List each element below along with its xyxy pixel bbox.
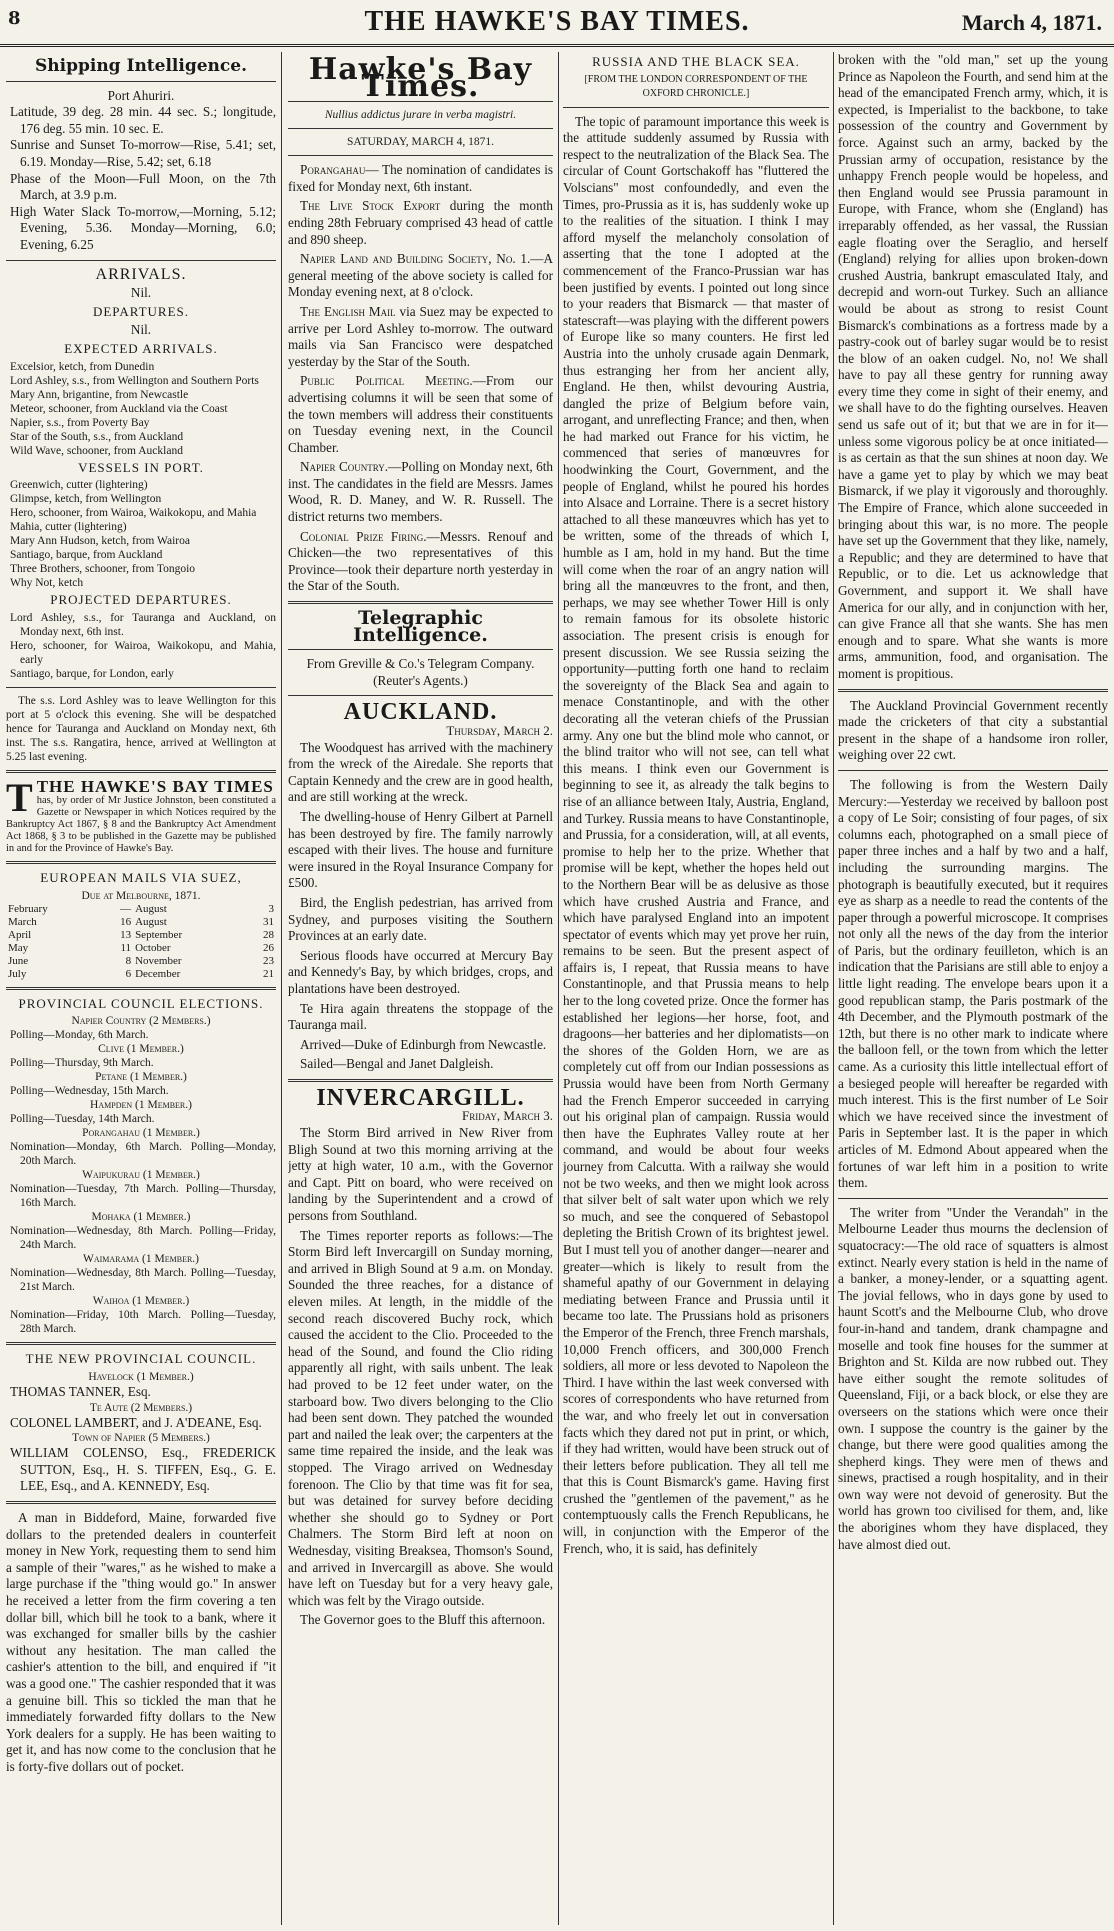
news-paragraph: The Governor goes to the Bluff this afternoon.	[300, 1612, 546, 1628]
telegraphic-source: From Greville & Co.'s Telegram Company. (Reuter's Agents.)	[306, 656, 535, 688]
column-rule	[281, 52, 282, 1925]
news-paragraph: The Woodquest has arrived with the machinery from the wreck of the Airedale. She reports that Captain Kennedy and the crew are in good health, and are still working at the wreck.	[288, 739, 553, 805]
npc-district: Te Aute (2 Members.)	[89, 1401, 193, 1414]
pce-heading: PROVINCIAL COUNCIL ELECTIONS.	[18, 995, 264, 1011]
news-item: The Live Stock Export during the month ending 28th February comprised 43 head of cattle and 890 sheep.	[288, 198, 553, 247]
list-item: Hero, schooner, for Wairoa, Waikokopu, and Mahia, early	[10, 639, 276, 666]
list-item: Wild Wave, schooner, from Auckland	[10, 444, 183, 457]
news-paragraph: Arrived—Duke of Edinburgh from Newcastle.	[300, 1036, 547, 1052]
latitude-line: Latitude, 39 deg. 28 min. 44 sec. S.; longitude, 176 deg. 55 min. 10 sec. E.	[10, 104, 276, 136]
npc-members: COLONEL LAMBERT, and J. A'DEANE, Esq.	[10, 1414, 262, 1430]
column-1	[6, 52, 276, 1925]
departures-value: Nil.	[130, 322, 152, 338]
list-item: Star of the South, s.s., from Auckland	[10, 430, 184, 443]
editorial-date: SATURDAY, MARCH 4, 1871.	[347, 136, 494, 149]
pce-dates: Polling—Tuesday, 14th March.	[10, 1113, 155, 1126]
npc-district: Town of Napier (5 Members.)	[72, 1432, 210, 1445]
list-item: Hero, schooner, from Wairoa, Waikokopu, and Mahia	[10, 507, 257, 520]
column-rule	[833, 52, 834, 1925]
shipping-heading: Shipping Intelligence.	[35, 56, 247, 76]
news-paragraph: Serious floods have occurred at Mercury Bay and Kennedy's Bay, by which bridges, crops, and plantations have been destroyed.	[288, 947, 553, 996]
editorial-motto: Nullius addictus jurare in verba magistri.	[324, 109, 517, 122]
projected-departures-heading: PROJECTED DEPARTURES.	[50, 592, 232, 608]
cricket-roller-item: The Auckland Provincial Government recently made the cricketers of that city a substantial present in the shape of a handsome iron roller, weighing over 22 cwt.	[838, 697, 1108, 763]
drop-cap: T	[6, 774, 33, 820]
npc-members: THOMAS TANNER, Esq.	[10, 1384, 151, 1400]
russia-article-title: RUSSIA AND THE BLACK SEA.	[592, 54, 800, 69]
pce-district: Clive (1 Member.)	[98, 1043, 184, 1056]
invercargill-date: Friday, March 3.	[462, 1108, 553, 1124]
mails-table	[6, 903, 276, 981]
pce-dates: Polling—Wednesday, 15th March.	[10, 1085, 169, 1098]
auckland-heading: AUCKLAND.	[343, 699, 498, 726]
biddeford-article: A man in Biddeford, Maine, forwarded five dollars to the pretended dealers in counterfeit money in New York, requesting them to send him a sample of their "wares," as he wished to make a large purchase if the "thing would go." In answer he received a letter from the firm covering a ten dollar bill, which bill he took to a bank, where it was exchanged for smaller bills by the cashier without any hesitation. The man called the cashier's attention to the bill, and enquired if "it was a good one." The cashier responded that it was a genuine bill. This so tickled the man that he immediately forwarded fifty dollars to the New York dealers for a supply. He has been waiting to get it, and has now come to the conclusion that he is forty-five dollars out of pocket.	[6, 1510, 276, 1774]
column-rule	[558, 52, 559, 1925]
pce-district: Hampden (1 Member.)	[90, 1099, 192, 1112]
column-4	[838, 52, 1108, 1925]
auckland-date: Thursday, March 2.	[446, 723, 553, 738]
squatters-item: The writer from "Under the Verandah" in the Melbourne Leader thus mourns the declension of squatocracy:—The old race of squatters is almost extinct. Nearly every station is held in the name of a banker, a money-lender, or a squatting agent. The jovial fellows, who in days gone by used to haunt Scott's and the Melbourne Club, who drove four-in-hand and tandem, drank champagne and moselle and took fine houses for the summer at Brighton and St. Kilda are now rubbed out. They have either sought the remote solitudes of Queensland, Fiji, or a back block, or else they are overseers on the stations which were once their own. I suppose the country is the gainer by the change, but there were good qualities among the shepherd kings. They were men of thews and sinews, practised a rough hospitality, and in their own way were not devoid of generosity. But the world has grown too civilised for them, and, like the aborigines whom they have displaced, they have almost died out.	[838, 1204, 1108, 1552]
shipping-notice: The s.s. Lord Ashley was to leave Wellington for this port at 5 o'clock this evening. She will be despatched hence for Tauranga and Auckland on Monday next, 6th inst. The s.s. Rangatira, hence, arrived at Wellington at 5.25 last evening.	[6, 694, 276, 763]
list-item: Mary Ann Hudson, ketch, from Wairoa	[10, 535, 190, 548]
news-paragraph: Bird, the English pedestrian, has arrived from Sydney, and purposes visiting the Southern Provinces at an early date.	[288, 894, 553, 944]
expected-arrivals-heading: EXPECTED ARRIVALS.	[64, 340, 218, 356]
table-row: May 11 October 26	[8, 941, 274, 954]
arrivals-value: Nil.	[130, 285, 152, 301]
russia-article-body: The topic of paramount importance this week is the attitude suddenly assumed by Russia with respect to the neutralization of the Black Sea. The circular of Count Gortschakoff has "fluttered the Volscians" most confoundedly, and even the Times, pro-Prussia as it is, has suddenly woke up to the realities of the situation. I think I may afford myself the melancholy consolation of asserting that the tone I adopted at the commencement of the Franco-Prussian war has been justified by events. I pointed out long since to your readers that Bismarck — that master of statescraft—was playing with the different powers of Europe like so many counters. He first led Austria into the unholy crusade again Denmark, thus estranging her from her ancient ally, England. He then, whilst devouring Austria, dangled the prize of Belgium before vain, arrogant, and unreflecting France; and then, when he had marked out France for his victim, he commenced that series of manœuvres for hoodwinking the Court, Government, and the people of England, whilst he poured his hordes into Alsace and Lorraine. There is a secret history attached to all these manœuvres which has yet to be written, some of the threads of which I, humble as I am, hold in my hand. But the time will come when the roar of an angry nation will bring all the manœuvres to the front, and then, perhaps, we may see whether Tower Hill is only to remain famous for its obsolete historic association. The present crisis is enough for present discussion. We see Russia seizing the opportunity—putting forth one hand to reclaim the sovereignty of the Black Sea and again to menace Constantinople, and with the other decorating all the veteran chiefs of the Prussian army. Any one but the blind mole who cannot, or the blind traitor who will not see, can tell what this means. I think even our Government is beginning to see it, as already the talk begins to rise of an alliance between Italy, Austria, England, and Turkey. Russia means to have Constantinople, and Prussia, for a consideration, will, at all events, promise to help her to the prize. Whether that promise will be kept, whether the hopes held out to the Northern Bear will be as delusive as those which have crushed Austria and France, and which have paralysed England into an impotent spectator of events which may yet prove her ruin, remains to be seen. But the present aspect of affairs is, I repeat, that Russia means to have Constantinople, and that Prussia means to help her to the long coveted prize. Once the former has established her legions—her horse, foot, and dragoons—her batteries and her diplomatists—on the shores of the Golden Horn, we are as completely cut off from our Indian possessions as Prussia would have been from North Germany had the French Emperor succeeded in carrying out his original plan of campaign. Russia would then have the Euphrates Valley route at her command, and would be about four weeks journey from Calcutta. With a railway she would not be two weeks, and then we might look across that silver belt of salt water upon which we rely so much, and see the conquered of Sebastopol depleting the British Crown of its brightest jewel. But I must tell you of another danger—nearer and greater—which is likely to result from the shameful apathy of our Government in delaying mediating between France and Prussia until it became too late. The Prussians hold as prisoners the Emperor of the French, three French marshals, 10,000 French officers, and 300,000 French soldiers, all more or less devoted to Napoleon the Third. I have within the last week conversed with scores of correspondents who have returned from the war, and who freely let out in conversation facts which they dared not put in print, or which, if they had written, would have been struck out of their letters before publication. They all tell me that this is Count Bismarck's game. Having first crushed the "gentlemen of the pavement," as he contemptuously calls the French Republicans, he will, in conjunction with the Emperor of the French, who, it is said, has definitely	[563, 113, 829, 1556]
list-item: Greenwich, cutter (lightering)	[10, 479, 148, 492]
npc-members: WILLIAM COLENSO, Esq., FREDERICK SUTTON, Esq., H. S. TIFFEN, Esq., G. E. LEE, Esq., and A. KENNEDY, Esq.	[10, 1445, 276, 1494]
news-item: Public Political Meeting.—From our advertising columns it will be seen that some of the town members will address their constituents on Tuesday evening next, in the Council Chamber.	[288, 373, 553, 455]
port-name: Port Ahuriri.	[107, 87, 175, 103]
le-soir-item: The following is from the Western Daily Mercury:—Yesterday we received by balloon post a copy of Le Soir; consisting of four pages, of six columns each, photographed on a small piece of paper three inches and a half by two and a half, including the surrounding margins. The photograph is beautifully executed, but it requires eye as sharp as a needle to read the contents of the paper through a powerful microscope. It comprises not only all the news of the day from the interior of Paris, but the ordinary feuilleton, which is an indication that the Parisians are still able to enjoy a little light reading. The envelope bears upon it a good republican stamp, the Paris postmark of the 4th December, and the Plymouth postmark of the 12th, but there is no other mark to indicate where the balloon fell, or the town from which the letter came. As a curiosity this little intellectual effort of a besieged people will hereafter be regarded with much interest. This is the first number of Le Soir which we have received since the investment of Paris in September last. It is the paper in which articles of M. Edmond About appeared when the fortunes of war left him in a position to write them.	[838, 776, 1108, 1191]
mails-heading: EUROPEAN MAILS VIA SUEZ,	[40, 870, 242, 886]
pce-district: Waimarama (1 Member.)	[82, 1253, 199, 1266]
table-row: March 16 August 31	[8, 915, 274, 928]
news-paragraph: Sailed—Bengal and Janet Dalgleish.	[300, 1056, 494, 1072]
masthead	[0, 0, 1114, 47]
pce-dates: Nomination—Friday, 10th March. Polling—Tuesday, 28th March.	[10, 1309, 276, 1336]
table-row: April 13 September 28	[8, 928, 274, 941]
pce-dates: Nomination—Tuesday, 7th March. Polling—Thursday, 16th March.	[10, 1183, 276, 1210]
pce-dates: Polling—Thursday, 9th March.	[10, 1057, 154, 1070]
pce-district: Waihoa (1 Member.)	[92, 1295, 190, 1308]
pce-dates: Nomination—Monday, 6th March. Polling—Monday, 20th March.	[10, 1141, 276, 1168]
pce-district: Petane (1 Member.)	[95, 1071, 187, 1084]
arrivals-heading: ARRIVALS.	[95, 265, 187, 283]
news-paragraph: The Times reporter reports as follows:—The Storm Bird left Invercargill on Sunday morning, and arrived in Bligh Sound at 9 a.m. on Monday. Sounded the three reaches, for a distance of eleven miles. At length, in the middle of the second reach discovered Buchy rock, which caused the accident to the Clio. Proceeded to the head of the Sound, and found the Clio riding apparently all right, with sails unbent. The leak had proved to be 12 feet under water, on the starboard bow. Two divers belonging to the Clio had been sent down. They patched the wounded part and nailed the leak over; the carpenters at the same time repaired the inside, and the leak was stopped. The Virago arrived on Wednesday forenoon. The Clio by that time was fit for sea, but was detained for survey before deciding whether she should go to Sydney or Port Chalmers. The Storm Bird left at noon on Wednesday, visiting Breaksea, Thomson's Sound, and arrived in Invercargill as above. She would have left on Tuesday but for a very heavy gale, which was felt by the Virago outside.	[288, 1227, 553, 1608]
news-item: Colonial Prize Firing.—Messrs. Renouf and Chicken—the two representatives of this Province—took their departure north yesterday in the Star of the South.	[288, 528, 553, 594]
russia-article-source: [FROM THE LONDON CORRESPONDENT OF THE OXFORD CHRONICLE.]	[584, 73, 808, 99]
russia-article-continued: broken with the "old man," set up the young Prince as Napoleon the Fourth, and send him at the head of the emancipated French army, which, it is expected, is Imperialist to the backbone, to take possession of the country and Government by force. Against such an army, backed by the Prussian army of occupation, resistance by the unhappy French people would be hopeless, and then England would see Prussia paramount in Europe, with France, whom she (England) has irreparably offended, as her vassal, the Russian eagle floating over the Seraglio, and herself (England) relying for allies upon broken-down crushed Austria, bankrupt emasculated Italy, and decrepid and worn-out Turkey. Such an alliance would be about as strong to resist Count Bismarck's combinations as a fortress made by a pastry-cook out of barley sugar would be to resist the blow of an oaken cudgel. No, no! We shall have to pay all these gentry for running away every time they come in sight of their enemy, and we shall have to do the fighting ourselves. Heaven send us safe out of it; but that we are in for it—unless some vigorous policy be at once initiated—is as certain as that the sun shines at noon day. We have a game yet to play by which we may beat Bismarck, if we play it vigorously and thoroughly. The Empire of France, which alone succeeded in bringing about this war, is no more. The people have set up the Government that they like, namely, a Republic; and they are determined to have that Republic, or to die. Let us acknowledge that Government, and support it. We shall have America for our ally, and in conjunction with her, can give France all that she wants. She has men enough and to spare. What she wants is more arms, ammunition, food, and organisation. The moment is propitious.	[838, 52, 1108, 681]
pce-district: Napier Country (2 Members.)	[71, 1015, 211, 1028]
invercargill-heading: INVERCARGILL.	[316, 1084, 525, 1111]
gazette-box-title: THE HAWKE'S BAY TIMES	[36, 776, 274, 796]
news-paragraph: The dwelling-house of Henry Gilbert at Parnell has been destroyed by fire. The family narrowly escaped with their lives. The house and furniture were insured in the Royal Insurance Company for £500.	[288, 808, 553, 891]
sunrise-line: Sunrise and Sunset To-morrow—Rise, 5.41; set, 6.19. Monday—Rise, 5.42; set, 6.18	[10, 137, 276, 169]
news-item: The English Mail via Suez may be expected to arrive per Lord Ashley to-morrow. The outward mails via San Francisco were despatched yesterday by the Star of the South.	[288, 303, 553, 369]
list-item: Why Not, ketch	[10, 577, 84, 590]
tide-line: High Water Slack To-morrow,—Morning, 5.12; Evening, 5.36. Monday—Morning, 6.0; Evening, 6.25	[10, 203, 276, 252]
issue-date: March 4, 1871.	[961, 10, 1102, 35]
news-paragraph: Te Hira again threatens the stoppage of the Tauranga mail.	[288, 1000, 553, 1033]
mails-subheading: Due at Melbourne, 1871.	[81, 889, 201, 902]
pce-dates: Nomination—Wednesday, 8th March. Polling—Friday, 24th March.	[10, 1225, 276, 1252]
news-item: Napier Country.—Polling on Monday next, 6th inst. The candidates in the field are Messrs. James Wood, R. D. Maney, and W. R. Russell. The district returns two members.	[288, 459, 553, 525]
list-item: Mahia, cutter (lightering)	[10, 521, 127, 534]
pce-district: Waipukurau (1 Member.)	[82, 1169, 200, 1182]
gazette-box-text: has, by order of Mr Justice Johnston, been constituted a Gazette or Newspaper in which Notices required by the Bankruptcy Act 1867, § 8 and the Bankruptcy Act Amendment Act 1868, § 3 to be published in the Gazette may be published in and for the Province of Hawke's Bay.	[6, 795, 276, 855]
list-item: Lord Ashley, s.s., from Wellington and Southern Ports	[10, 374, 259, 387]
table-row: June 8 November 23	[8, 954, 274, 967]
npc-heading: THE NEW PROVINCIAL COUNCIL.	[25, 1351, 257, 1367]
page-number: 8	[8, 8, 21, 29]
list-item: Excelsior, ketch, from Dunedin	[10, 360, 155, 373]
list-item: Meteor, schooner, from Auckland via the Coast	[10, 402, 228, 415]
table-row: July 6 December 21	[8, 967, 274, 980]
table-row: February — August 3	[8, 902, 274, 915]
column-3	[563, 52, 829, 1925]
pce-district: Mohaka (1 Member.)	[91, 1211, 191, 1224]
list-item: Lord Ashley, s.s., for Tauranga and Auckland, on Monday next, 6th inst.	[10, 611, 276, 638]
list-item: Santiago, barque, for London, early	[10, 667, 174, 680]
news-item: Porangahau— The nomination of candidates is fixed for Monday next, 6th instant.	[288, 162, 553, 194]
telegraphic-heading: Telegraphic Intelligence.	[353, 607, 488, 646]
pce-dates: Nomination—Wednesday, 8th March. Polling—Tuesday, 21st March.	[10, 1267, 276, 1294]
editorial-title: Hawke's Bay Times.	[308, 52, 533, 104]
departures-heading: DEPARTURES.	[92, 303, 190, 319]
pce-dates: Polling—Monday, 6th March.	[10, 1029, 149, 1042]
list-item: Glimpse, ketch, from Wellington	[10, 493, 162, 506]
column-2	[288, 52, 553, 1925]
vessels-in-port-heading: VESSELS IN PORT.	[78, 459, 204, 475]
list-item: Santiago, barque, from Auckland	[10, 549, 163, 562]
gazette-notice-box	[6, 774, 276, 856]
moon-line: Phase of the Moon—Full Moon, on the 7th March, at 3.9 p.m.	[10, 170, 276, 203]
list-item: Napier, s.s., from Poverty Bay	[10, 416, 150, 429]
list-item: Three Brothers, schooner, from Tongoio	[10, 563, 196, 576]
pce-district: Porangahau (1 Member.)	[82, 1127, 200, 1140]
news-item: Napier Land and Building Society, No. 1.—A general meeting of the above society is called for Monday evening next, at 8 o'clock.	[288, 251, 553, 300]
newspaper-title: THE HAWKE'S BAY TIMES.	[364, 6, 750, 37]
list-item: Mary Ann, brigantine, from Newcastle	[10, 388, 189, 401]
news-paragraph: The Storm Bird arrived in New River from Bligh Sound at two this morning arriving at the jetty at high water, 10 a.m., with the Governor and Capt. Pitt on board, who were received on landing by the Superintendent and a crowd of persons from Southland.	[288, 1125, 553, 1224]
npc-district: Havelock (1 Member.)	[88, 1371, 194, 1384]
